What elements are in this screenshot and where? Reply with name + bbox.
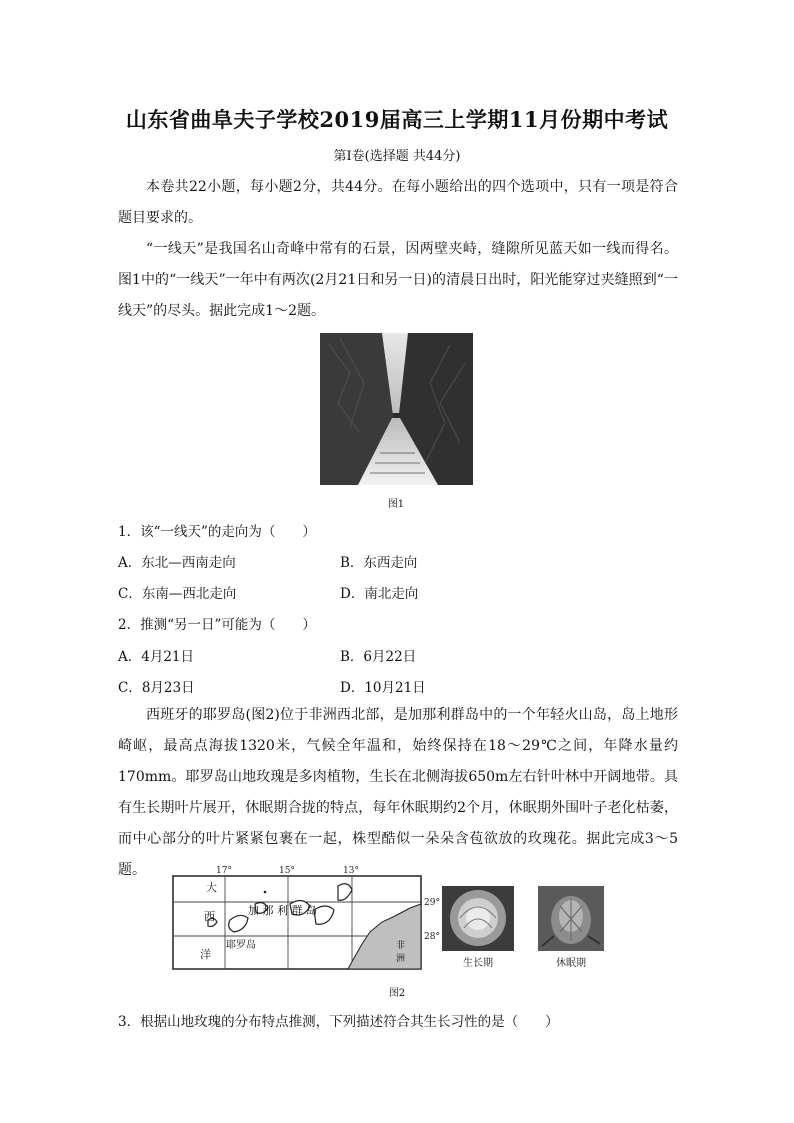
passage-hierro: 西班牙的耶罗岛(图2)位于非洲西北部，是加那利群岛中的一个年轻火山岛，岛上地形崎岖，最高点海拔1320米，气候全年温和，始终保持在18～29℃之间，年降水量约170mm。耶罗岛山地玫瑰是多肉植物，生长在北侧海拔650m左右针叶林中开阔地带。具有生长期叶片展开，休眠期合拢的特点，每年休眠期约2个月，休眠期外围叶子老化枯萎，而中心部分的叶片紧紧包裹在一起，株型酷似一朵朵含苞欲放的玫瑰花。据此完成3～5题。: [118, 707, 678, 878]
ocean-label-1: 大: [206, 881, 217, 894]
q1-option-c: C．东南—西北走向: [118, 586, 237, 602]
q1-option-a: A．东北—西南走向: [118, 555, 236, 571]
section-subtitle: 第Ⅰ卷(选择题 共44分): [333, 149, 461, 164]
q1-option-d: D．南北走向: [340, 586, 419, 602]
ocean-label-3: 洋: [200, 948, 211, 961]
lat-label-29: 29°: [424, 898, 440, 908]
q1-option-b: B．东西走向: [340, 555, 418, 571]
africa-label-1: 非: [396, 941, 406, 951]
dormant-period-label: 休眠期: [556, 958, 586, 969]
q2-stem: 2．推测“另一日”可能为（ ）: [118, 617, 316, 633]
lon-label-15: 15°: [279, 866, 295, 876]
growth-period-label: 生长期: [463, 958, 493, 969]
lat-label-28: 28°: [424, 932, 440, 942]
fig1-caption: 图1: [387, 499, 405, 510]
q1-stem: 1．该“一线天”的走向为（ ）: [118, 524, 316, 540]
lon-label-13: 13°: [343, 866, 359, 876]
ocean-label-2: 西: [204, 910, 215, 923]
q2-option-c: C．8月23日: [118, 680, 195, 696]
lon-label-17: 17°: [216, 866, 232, 876]
q2-option-a: A．4月21日: [118, 649, 195, 665]
intro-paragraph: 本卷共22小题，每小题2分，共44分。在每小题给出的四个选项中，只有一项是符合题目要求的。: [118, 179, 678, 226]
growth-period-photo: [442, 886, 514, 951]
hierro-label: 耶罗岛: [226, 940, 256, 951]
q3-stem: 3．根据山地玫瑰的分布特点推测，下列描述符合其生长习性的是（ ）: [118, 1014, 559, 1030]
fig2-caption: 图2: [388, 988, 406, 999]
canary-islands-label: 加 那 利 群 岛: [248, 904, 317, 917]
q2-option-d: D．10月21日: [340, 680, 426, 696]
yixiantian-photo: [320, 333, 473, 485]
africa-label-2: 洲: [396, 954, 406, 964]
q2-option-b: B．6月22日: [340, 649, 417, 665]
passage-yixiantian: “一线天”是我国名山奇峰中常有的石景，因两壁夹峙，缝隙所见蓝天如一线而得名。图1中的“一线天”一年中有两次(2月21日和另一日)的清晨日出时，阳光能穿过夹缝照到“一线天”的尽头。据此完成1～2题。: [118, 241, 678, 319]
fig2-map-figure: [170, 866, 630, 985]
dormant-period-photo: [538, 886, 604, 951]
exam-title: 山东省曲阜夫子学校2019届高三上学期11月份期中考试: [125, 107, 669, 132]
